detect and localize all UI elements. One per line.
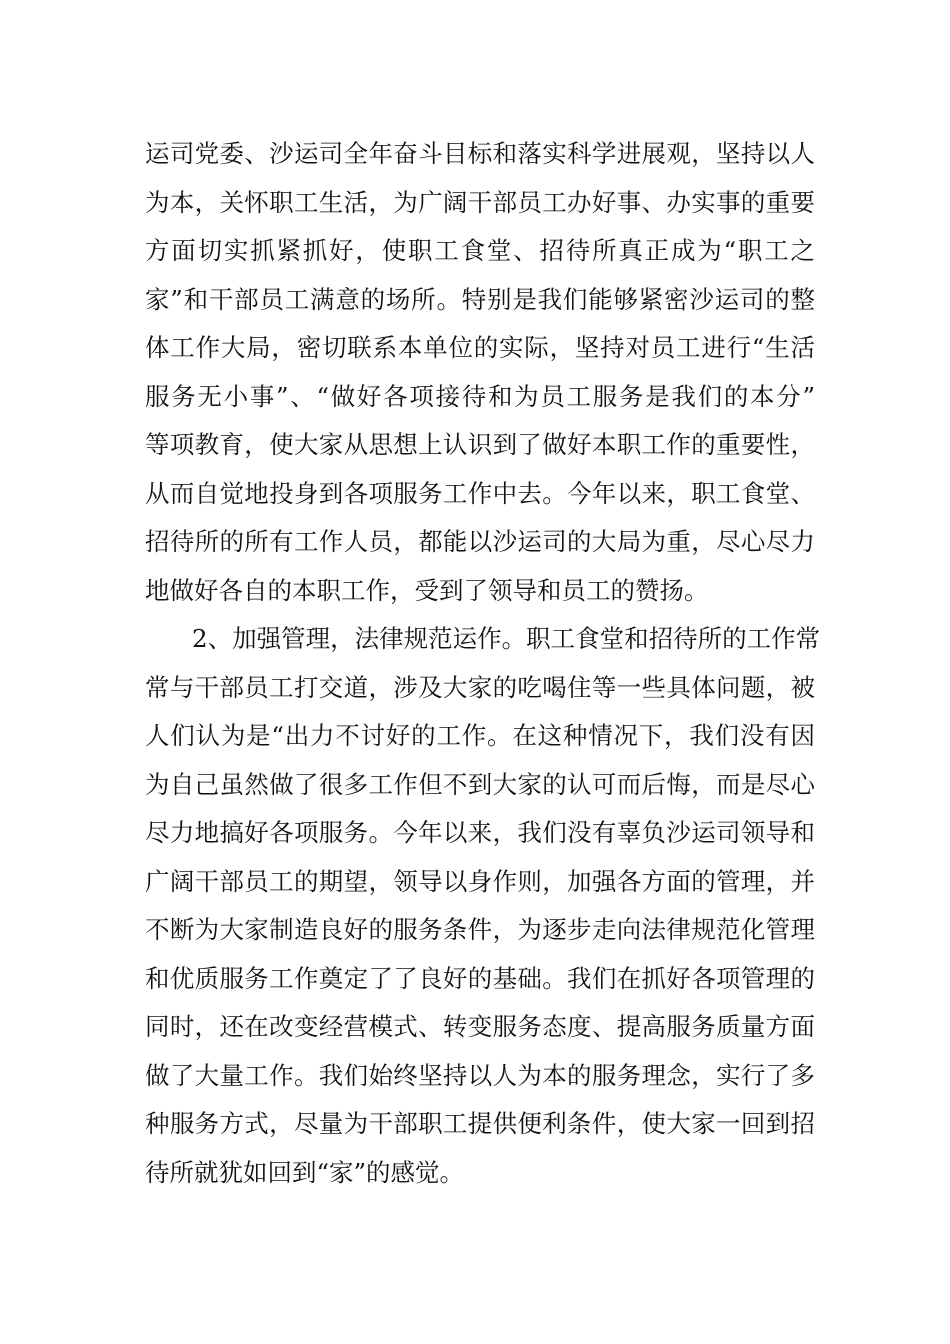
text-line: 体工作大局，密切联系本单位的实际，坚持对员工进行“生活 bbox=[145, 333, 815, 362]
text-line: 招待所的所有工作人员，都能以沙运司的大局为重，尽心尽力 bbox=[145, 527, 815, 556]
text-line: 广阔干部员工的期望，领导以身作则，加强各方面的管理，并 bbox=[145, 866, 815, 896]
text-line: 尽力地搞好各项服务。今年以来，我们没有辜负沙运司领导和 bbox=[145, 818, 815, 847]
document-body bbox=[145, 130, 821, 1197]
text-line: 同时，还在改变经营模式、转变服务态度、提高服务质量方面 bbox=[145, 1012, 815, 1041]
text-line: 和优质服务工作奠定了了良好的基础。我们在抓好各项管理的 bbox=[145, 963, 815, 993]
text-line: 家”和干部员工满意的场所。特别是我们能够紧密沙运司的整 bbox=[145, 284, 815, 314]
paragraph-1 bbox=[145, 130, 815, 615]
text-line: 从而自觉地投身到各项服务工作中去。今年以来，职工食堂、 bbox=[145, 478, 815, 508]
text-line: 待所就犹如回到“家”的感觉。 bbox=[145, 1157, 465, 1187]
text-line: 2、加强管理，法律规范运作。职工食堂和招待所的工作常 bbox=[192, 624, 821, 653]
text-line: 为自己虽然做了很多工作但不到大家的认可而后悔，而是尽心 bbox=[145, 769, 815, 799]
text-line: 服务无小事”、“做好各项接待和为员工服务是我们的本分” bbox=[145, 381, 815, 411]
text-line: 常与干部员工打交道，涉及大家的吃喝住等一些具体问题，被 bbox=[145, 672, 815, 702]
text-line: 人们认为是“出力不讨好的工作。在这种情况下，我们没有因 bbox=[145, 721, 815, 750]
paragraph-2 bbox=[145, 615, 821, 1197]
text-line: 做了大量工作。我们始终坚持以人为本的服务理念，实行了多 bbox=[145, 1060, 815, 1090]
text-line: 地做好各自的本职工作，受到了领导和员工的赞扬。 bbox=[145, 575, 709, 605]
text-line: 不断为大家制造良好的服务条件，为逐步走向法律规范化管理 bbox=[145, 915, 815, 944]
text-line: 运司党委、沙运司全年奋斗目标和落实科学进展观，坚持以人 bbox=[145, 139, 815, 168]
text-line: 种服务方式，尽量为干部职工提供便利条件，使大家一回到招 bbox=[145, 1109, 815, 1138]
text-line: 为本，关怀职工生活，为广阔干部员工办好事、办实事的重要 bbox=[145, 187, 815, 217]
text-line: 方面切实抓紧抓好，使职工食堂、招待所真正成为“职工之 bbox=[145, 236, 815, 265]
text-line: 等项教育，使大家从思想上认识到了做好本职工作的重要性， bbox=[145, 430, 815, 459]
